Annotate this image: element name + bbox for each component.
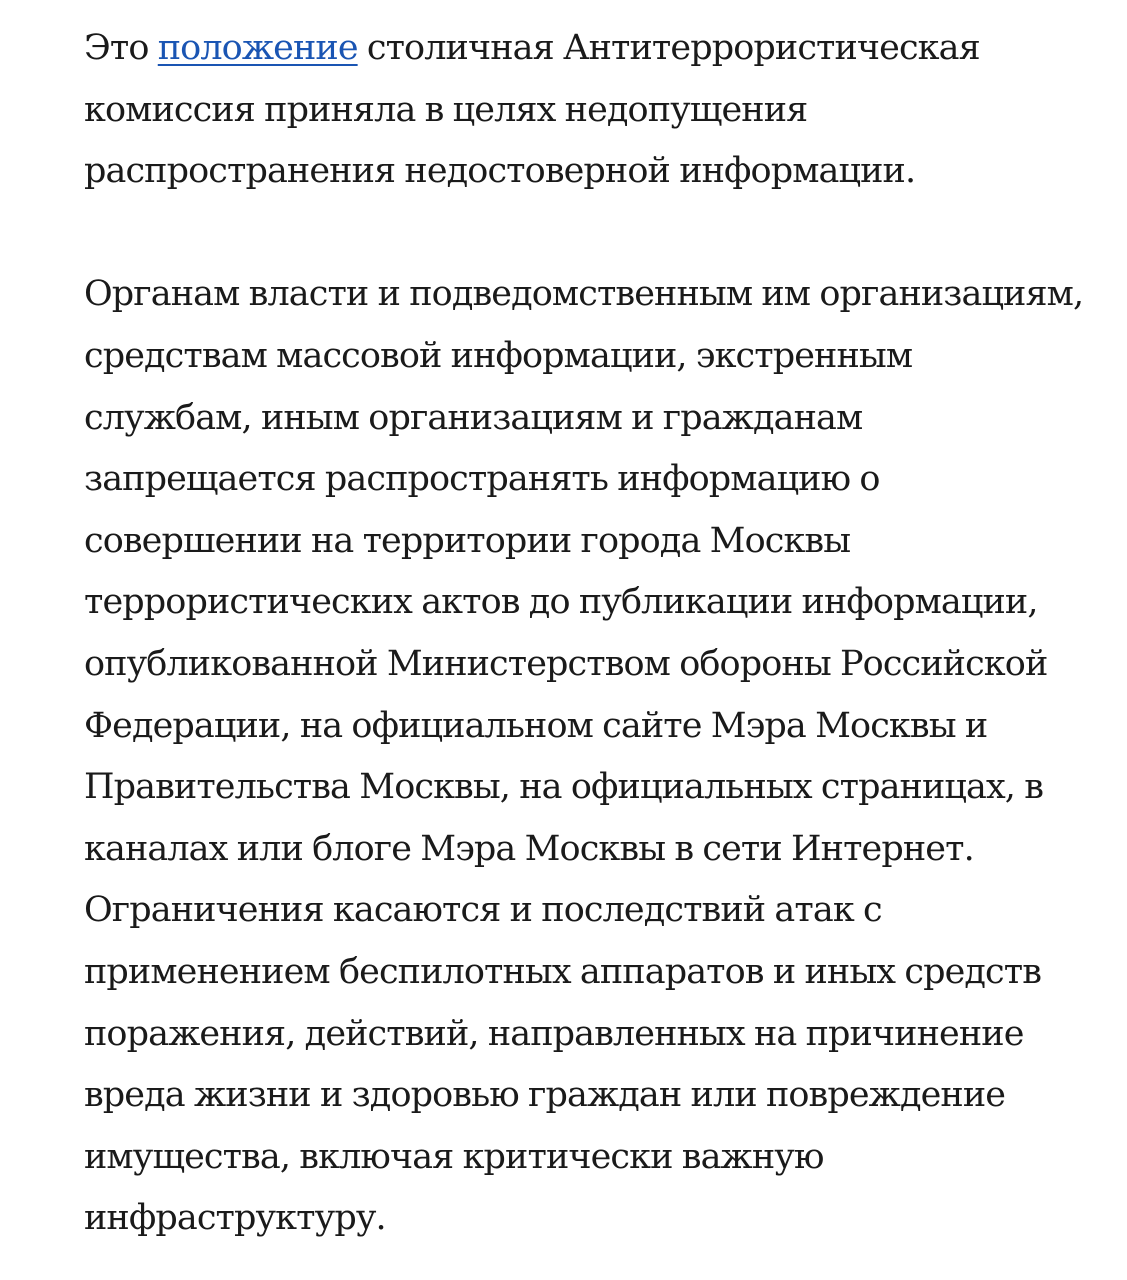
- article-body: [84, 18, 1084, 1250]
- intro-text-after-link: столичная Антитеррористическая комиссия приняла в целях недопущения распространения недостоверной информации.: [84, 28, 980, 192]
- regulation-link[interactable]: положение: [157, 28, 358, 68]
- paragraph-intro: [84, 18, 1084, 203]
- intro-text-before-link: Это: [84, 28, 158, 68]
- paragraph-restrictions: Органам власти и подведомственным им организациям, средствам массовой информации, экстренным службам, иным организациям и гражданам запрещается распространять информацию о совершении на территории города Москвы террористических актов до публикации информации, опубликованной Министерством обороны Российской Федерации, на официальном сайте Мэра Москвы и Правительства Москвы, на официальных страницах, в каналах или блоге Мэра Москвы в сети Интернет. Ограничения касаются и последствий атак с применением беспилотных аппаратов и иных средств поражения, действий, направленных на причинение вреда жизни и здоровью граждан или повреждение имущества, включая критически важную инфраструктуру.: [84, 274, 1084, 1239]
